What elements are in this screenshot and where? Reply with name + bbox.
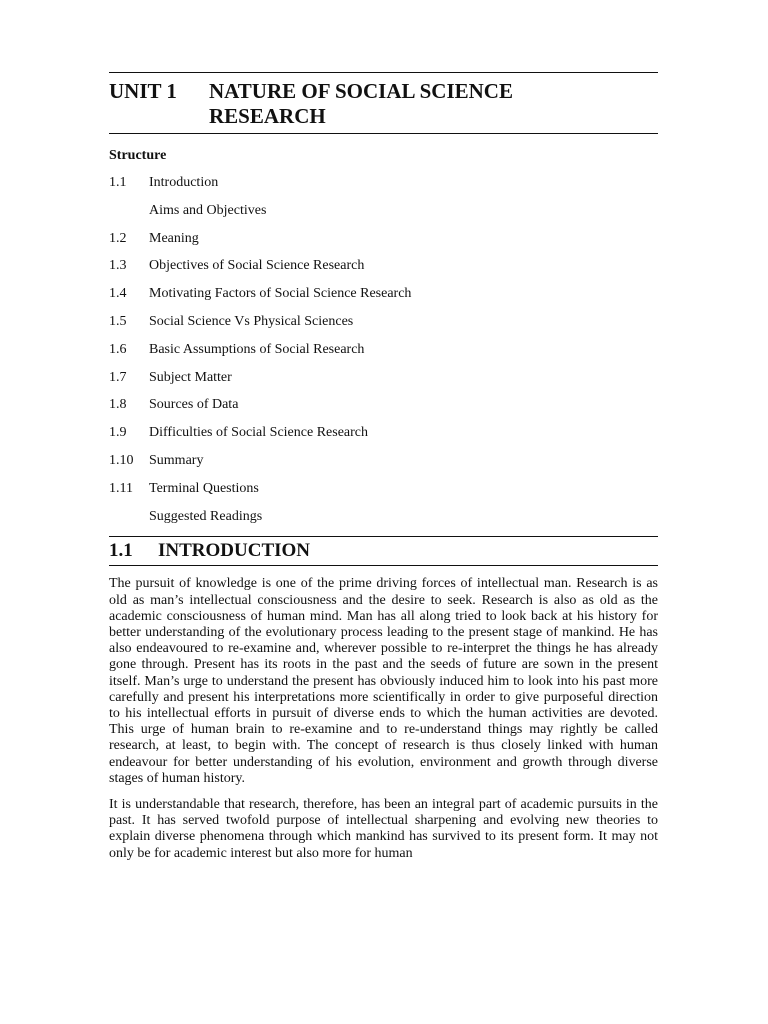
section-number: 1.1 [109, 540, 133, 562]
structure-item-number [109, 509, 149, 537]
structure-item [109, 203, 658, 231]
document-page [109, 72, 658, 862]
structure-item-number: 1.10 [109, 452, 134, 468]
structure-item-number: 1.8 [109, 397, 127, 413]
structure-item-number: 1.4 [109, 286, 127, 302]
structure-item-text: Aims and Objectives [149, 202, 267, 218]
structure-item [109, 314, 658, 342]
structure-item-number: 1.11 [109, 480, 133, 496]
body-paragraph: It is understandable that research, therefore, has been an integral part of academic pursuits in the past. It has served twofold purpose of intellectual sharpening and evolving new theories to explain diverse phenomena through which mankind has survived to its present form. It may not only be for academic interest but also more for human [109, 797, 658, 861]
structure-item [109, 231, 658, 259]
structure-item-text: Summary [149, 452, 204, 468]
structure-item-text: Difficulties of Social Science Research [149, 425, 368, 441]
structure-item-text: Motivating Factors of Social Science Research [149, 286, 412, 302]
structure-item [109, 481, 658, 509]
unit-heading [109, 73, 658, 133]
structure-item-number [109, 203, 149, 231]
structure-list [109, 175, 658, 536]
unit-bottom-rule [109, 133, 658, 134]
section-bottom-rule [109, 565, 658, 566]
structure-item [109, 175, 658, 203]
structure-item-text: Subject Matter [149, 369, 232, 385]
section-heading [109, 537, 658, 565]
structure-item-text: Sources of Data [149, 397, 239, 413]
structure-item-number: 1.1 [109, 175, 127, 190]
body-paragraph: The pursuit of knowledge is one of the prime driving forces of intellectual man. Research is as old as man’s intellectual consciousness and the desire to seek. Research is also as old as the academic consciousness of human mind. Man has all along tried to look back at his history for better understanding of the evolutionary process leading to the present stage of mankind. He has also endeavoured to re-examine and, wherever possible to re-interpret the things he has already gone through. Present has its roots in the past and the seeds of future are sown in the present itself. Man’s urge to understand the present has obviously induced him to look into his past more carefully and present his interpretations more scientifically in order to give purposeful direction to his intellectual efforts in pursuit of diverse ends to which the human activities are devoted. This urge of human brain to re-examine and to re-understand things may rightly be called research, at least, to begin with. The concept of research is thus closely linked with human endeavour for better understanding of his evolution, environment and growth through diverse stages of human history. [109, 576, 658, 786]
structure-item [109, 397, 658, 425]
structure-item [109, 509, 658, 537]
unit-label: UNIT 1 [109, 79, 177, 103]
structure-item-number: 1.5 [109, 313, 127, 329]
structure-item-text: Meaning [149, 230, 199, 246]
structure-item [109, 370, 658, 398]
structure-item [109, 342, 658, 370]
structure-heading: Structure [109, 148, 167, 163]
structure-item-number: 1.2 [109, 230, 127, 246]
structure-item-number: 1.9 [109, 425, 127, 441]
structure-item [109, 286, 658, 314]
structure-item-text: Introduction [149, 175, 219, 190]
section-title: INTRODUCTION [158, 540, 311, 562]
structure-item-text: Social Science Vs Physical Sciences [149, 313, 354, 329]
structure-item-number: 1.6 [109, 341, 127, 357]
structure-item [109, 453, 658, 481]
structure-item-text: Objectives of Social Science Research [149, 258, 365, 274]
structure-item-text: Terminal Questions [149, 480, 259, 496]
structure-item-number: 1.3 [109, 258, 127, 274]
structure-item-text: Basic Assumptions of Social Research [149, 341, 365, 357]
structure-item-number: 1.7 [109, 369, 127, 385]
structure-item-text: Suggested Readings [149, 508, 263, 524]
structure-item [109, 258, 658, 286]
unit-title: NATURE OF SOCIAL SCIENCE RESEARCH [209, 79, 513, 128]
structure-item [109, 425, 658, 453]
